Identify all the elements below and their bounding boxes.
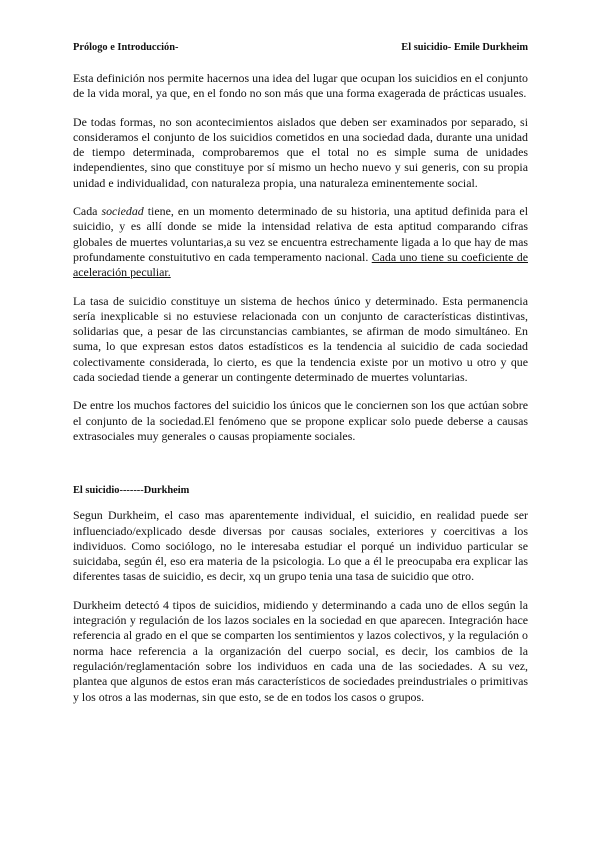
header-right-title: El suicidio- Emile Durkheim	[401, 42, 528, 53]
paragraph-5: De entre los muchos factores del suicidio los únicos que le conciernen son los que actúan sobre el conjunto de la sociedad.El fenómeno que se propone explicar solo puede deberse a causas extrasociales muy generales o causas propiamente sociales.	[73, 398, 528, 443]
section-title: El suicidio-------Durkheim	[73, 485, 190, 497]
paragraph-3-emphasis: sociedad	[101, 204, 144, 219]
paragraph-1: Esta definición nos permite hacernos una idea del lugar que ocupan los suicidios en el conjunto de la vida moral, ya que, en el fondo no son más que una forma exagerada de prácticas usuales.	[73, 71, 528, 101]
section-paragraph-2: Durkheim detectó 4 tipos de suicidios, midiendo y determinando a cada uno de ellos según la integración y regulación de los lazos sociales en la sociedad en que aparecen. Integración hace referencia al grado en el que se comparten los sentimientos y lazos colectivos, y la regulación o norma hace referencia a la organización del cuerpo social, es decir, los cambios de la regulación/reglamentación sobre los individuos en cada una de las sociedades. A su vez, plantea que algunos de estos eran más característicos de sociedades preindustriales o primitivas y los otros a las modernas, sin que esto, se de en todos los casos o grupos.	[73, 597, 528, 704]
header-left-title: Prólogo e Introducción-	[73, 42, 179, 53]
page-header	[73, 42, 528, 53]
paragraph-4: La tasa de suicidio constituye un sistema de hechos único y determinado. Esta permanencia sería inexplicable si no estuviese relacionada con un conjunto de características distintivas, solidarias que, a pesar de las circunstancias cambiantes, se afirman de modo simultáneo. En suma, lo que expresan estos datos estadísticos es la tendencia al suicidio de cada sociedad colectivamente considerada, lo cierto, es que la tendencia existe por un motivo u otro y que cada sociedad tiende a generar un contingente determinado de muertes voluntarias.	[73, 293, 528, 385]
section-paragraph-1: Segun Durkheim, el caso mas aparentemente individual, el suicidio, en realidad puede ser influenciado/explicado desde diversas por causas sociales, exteriores y coercitivas a los individuos. Como sociólogo, no le interesaba estudiar el porqué un individuo particular se suicidaba, según él, eso era materia de la psicologia. Lo que a él le preocupaba era explicar las diferentes tasas de suicidio, es decir, xq un grupo tenia una tasa de suicidio que otro.	[73, 508, 528, 584]
paragraph-3-middle: tiene, en un momento determinado de su historia, una aptitud definida para el suicidio, y es allí donde se mide la intensidad relativa de esta aptitud comparando cifras globales de muertes voluntarias,a su vez se encuentra estrechamente ligada a lo que hay de mas profundamente constuitutivo en cada temperamento nacional.	[73, 204, 529, 264]
paragraph-3-start: Cada	[73, 204, 102, 219]
paragraph-3-underlined: Cada uno tiene su coeficiente de aceleración peculiar.	[73, 249, 528, 280]
paragraph-3	[73, 204, 528, 280]
paragraph-2: De todas formas, no son acontecimientos aislados que deben ser examinados por separado, si consideramos el conjunto de los suicidios cometidos en una sociedad dada, durante una unidad de tiempo determinada, comprobaremos que el total no es simple suma de unidades independientes, sino que constituye por sí mismo un hecho nuevo y sui generis, con su propia unidad e individualidad, con naturaleza propia, una naturaleza eminentemente social.	[73, 114, 528, 190]
